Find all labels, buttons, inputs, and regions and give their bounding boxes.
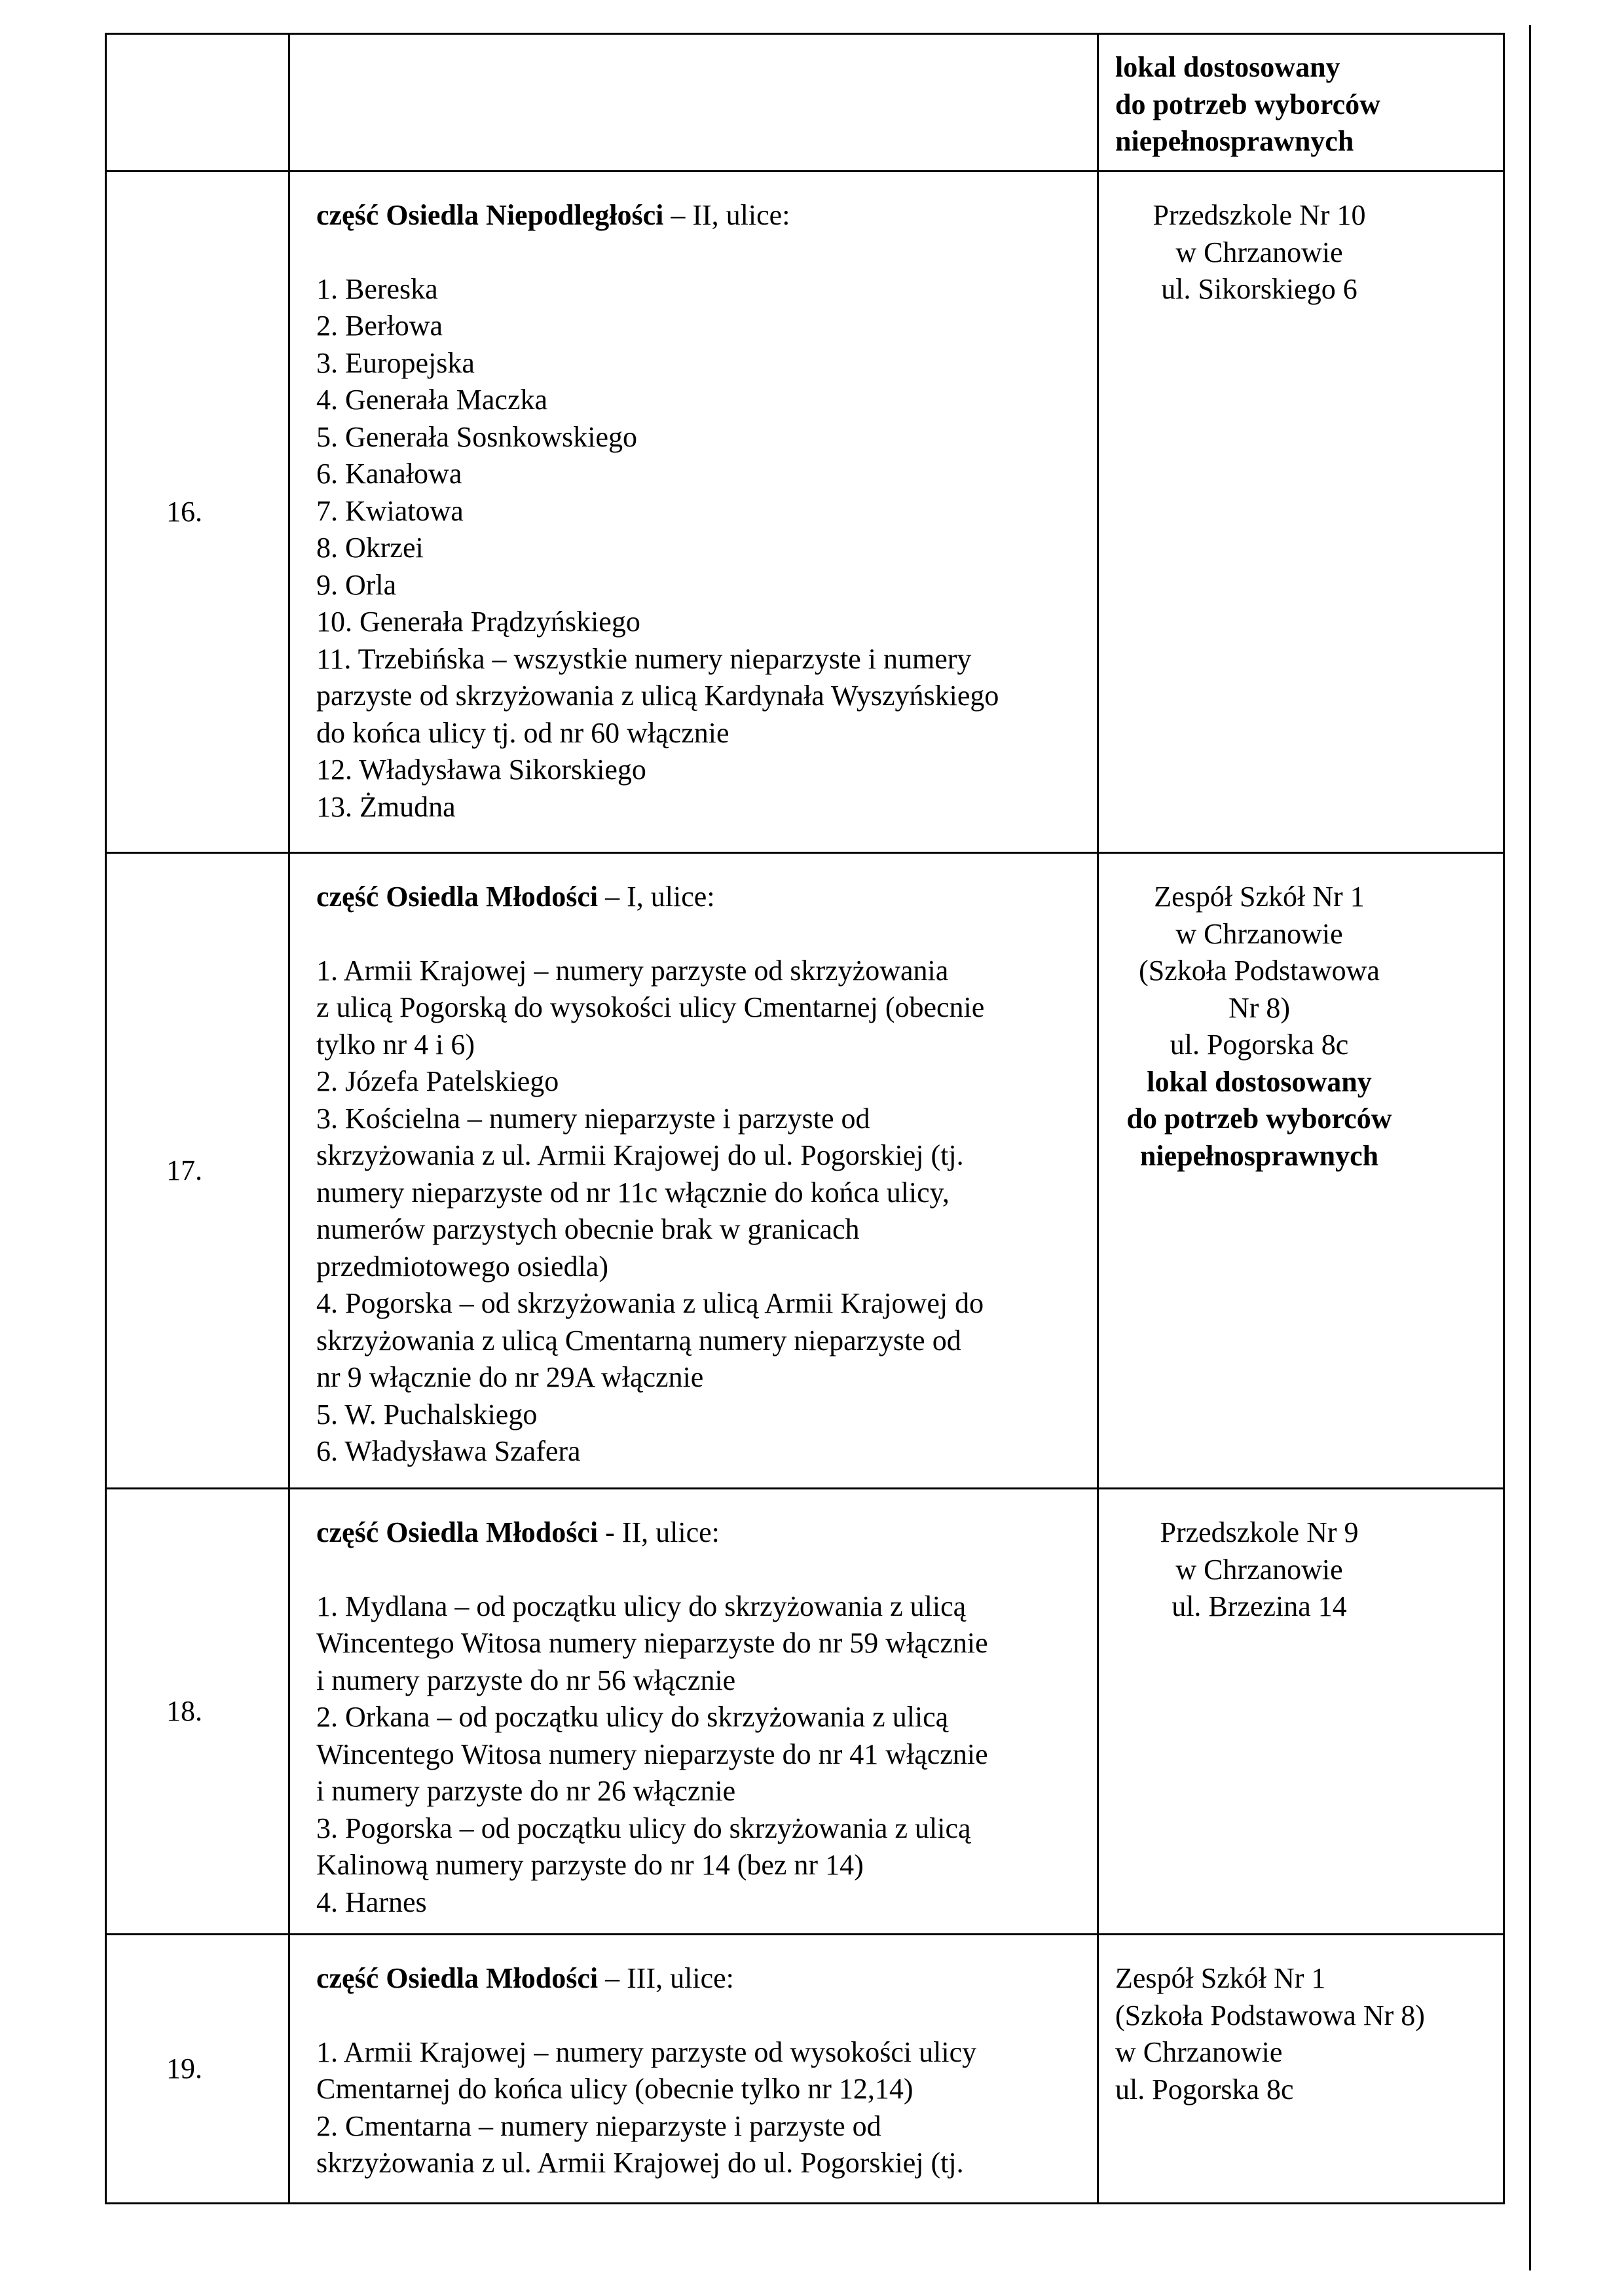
district-heading: część Osiedla Młodości – III, ulice: bbox=[316, 1962, 734, 1994]
location-cell bbox=[1098, 1489, 1504, 1935]
number-cell bbox=[106, 34, 289, 172]
street-item: 6. Kanałowa bbox=[316, 458, 462, 490]
street-item: Kalinową numery parzyste do nr 14 (bez nr 14) bbox=[316, 1849, 864, 1881]
number-cell bbox=[106, 853, 289, 1489]
street-item: nr 9 włącznie do nr 29A włącznie bbox=[316, 1361, 704, 1393]
district-heading: część Osiedla Niepodległości – II, ulice: bbox=[316, 199, 790, 231]
street-list bbox=[316, 1588, 1097, 1922]
street-item: 3. Kościelna – numery nieparzyste i parzyste od bbox=[316, 1102, 870, 1135]
street-item: 2. Józefa Patelskiego bbox=[316, 1065, 559, 1097]
street-item: 8. Okrzei bbox=[316, 532, 424, 564]
street-item: 3. Pogorska – od początku ulicy do skrzyżowania z ulicą bbox=[316, 1812, 971, 1844]
polling-place-line: ul. Brzezina 14 bbox=[1172, 1590, 1347, 1622]
polling-place-line: w Chrzanowie bbox=[1175, 1553, 1343, 1586]
polling-place-line: ul. Sikorskiego 6 bbox=[1161, 273, 1357, 305]
street-item: 5. Generała Sosnkowskiego bbox=[316, 420, 638, 453]
street-item: skrzyżowania z ul. Armii Krajowej do ul. Pogorskiej (tj. bbox=[316, 2147, 964, 2179]
polling-place-line: Zespół Szkół Nr 1 bbox=[1154, 881, 1365, 913]
polling-place-line: ul. Pogorska 8c bbox=[1115, 2073, 1294, 2105]
street-item: 4. Pogorska – od skrzyżowania z ulicą Armii Krajowej do bbox=[316, 1287, 984, 1319]
polling-place-line: (Szkoła Podstawowa bbox=[1139, 955, 1380, 987]
streets-cell bbox=[289, 1935, 1098, 2204]
page-edge-line bbox=[1529, 25, 1531, 2270]
polling-place bbox=[1115, 197, 1503, 308]
location-cell bbox=[1098, 1935, 1504, 2204]
district-number: 18. bbox=[166, 1694, 202, 1727]
street-item: 4. Harnes bbox=[316, 1886, 427, 1918]
street-item: do końca ulicy tj. od nr 60 włącznie bbox=[316, 716, 729, 749]
street-item: z ulicą Pogorską do wysokości ulicy Cmentarnej (obecnie bbox=[316, 991, 985, 1023]
streets-cell bbox=[289, 34, 1098, 172]
number-cell bbox=[106, 172, 289, 853]
street-item: tylko nr 4 i 6) bbox=[316, 1028, 475, 1061]
streets-cell bbox=[289, 1489, 1098, 1935]
polling-place bbox=[1115, 879, 1503, 1175]
location-cell bbox=[1098, 34, 1504, 172]
street-list bbox=[316, 953, 1097, 1470]
district-number: 19. bbox=[166, 2052, 202, 2085]
location-cell bbox=[1098, 172, 1504, 853]
table-row bbox=[106, 1935, 1504, 2204]
street-item: 7. Kwiatowa bbox=[316, 494, 464, 527]
accessible-line: do potrzeb wyborców bbox=[1115, 88, 1380, 120]
number-cell bbox=[106, 1935, 289, 2204]
number-cell bbox=[106, 1489, 289, 1935]
polling-place-line: Nr 8) bbox=[1228, 991, 1291, 1024]
electoral-districts-table bbox=[105, 33, 1505, 2204]
street-item: Wincentego Witosa numery nieparzyste do nr 59 włącznie bbox=[316, 1627, 988, 1659]
polling-place-line: (Szkoła Podstawowa Nr 8) bbox=[1115, 1999, 1425, 2032]
accessible-line: lokal dostosowany bbox=[1115, 51, 1340, 83]
street-item: skrzyżowania z ul. Armii Krajowej do ul. Pogorskiej (tj. bbox=[316, 1139, 964, 1171]
street-item: przedmiotowego osiedla) bbox=[316, 1250, 608, 1283]
street-item: 5. W. Puchalskiego bbox=[316, 1398, 538, 1430]
district-number: 17. bbox=[166, 1154, 202, 1186]
polling-place-line: w Chrzanowie bbox=[1115, 2036, 1283, 2068]
street-item: 2. Cmentarna – numery nieparzyste i parzyste od bbox=[316, 2109, 881, 2142]
streets-cell bbox=[289, 172, 1098, 853]
street-list bbox=[316, 2034, 1097, 2182]
street-item: Cmentarnej do końca ulicy (obecnie tylko nr 12,14) bbox=[316, 2073, 913, 2105]
street-item: skrzyżowania z ulicą Cmentarną numery nieparzyste od bbox=[316, 1324, 961, 1357]
street-item: 13. Żmudna bbox=[316, 790, 456, 823]
street-item: 1. Armii Krajowej – numery parzyste od wysokości ulicy bbox=[316, 2035, 977, 2068]
street-item: 4. Generała Maczka bbox=[316, 384, 548, 416]
street-item: 6. Władysława Szafera bbox=[316, 1435, 581, 1467]
polling-place-line: ul. Pogorska 8c bbox=[1170, 1029, 1349, 1061]
street-item: 9. Orla bbox=[316, 568, 397, 601]
table-row-continuation bbox=[106, 34, 1504, 172]
polling-place-line: Przedszkole Nr 10 bbox=[1153, 199, 1366, 231]
polling-place-line: w Chrzanowie bbox=[1175, 917, 1343, 950]
polling-place bbox=[1115, 1514, 1503, 1626]
table-row bbox=[106, 1489, 1504, 1935]
street-item: numery nieparzyste od nr 11c włącznie do końca ulicy, bbox=[316, 1176, 950, 1209]
street-item: 11. Trzebińska – wszystkie numery nieparzyste i numery bbox=[316, 642, 972, 675]
street-item: 10. Generała Prądzyńskiego bbox=[316, 606, 640, 638]
district-number: 16. bbox=[166, 495, 202, 528]
location-cell bbox=[1098, 853, 1504, 1489]
street-item: i numery parzyste do nr 26 włącznie bbox=[316, 1775, 736, 1807]
street-item: 1. Mydlana – od początku ulicy do skrzyżowania z ulicą bbox=[316, 1590, 967, 1622]
district-heading: część Osiedla Młodości – I, ulice: bbox=[316, 881, 715, 913]
polling-place-line: Zespół Szkół Nr 1 bbox=[1115, 1962, 1326, 1994]
street-item: parzyste od skrzyżowania z ulicą Kardynała Wyszyńskiego bbox=[316, 680, 999, 712]
accessible-line: niepełnosprawnych bbox=[1115, 125, 1354, 157]
street-list bbox=[316, 271, 1097, 826]
accessible-line: niepełnosprawnych bbox=[1139, 1139, 1379, 1172]
street-item: 2. Orkana – od początku ulicy do skrzyżowania z ulicą bbox=[316, 1701, 949, 1733]
street-item: 1. Armii Krajowej – numery parzyste od skrzyżowania bbox=[316, 954, 949, 987]
streets-cell bbox=[289, 853, 1098, 1489]
street-item: 2. Berłowa bbox=[316, 310, 443, 342]
table-row bbox=[106, 853, 1504, 1489]
street-item: 12. Władysława Sikorskiego bbox=[316, 754, 646, 786]
polling-place-line: w Chrzanowie bbox=[1175, 236, 1343, 268]
polling-place bbox=[1115, 1960, 1503, 2108]
polling-place-line: Przedszkole Nr 9 bbox=[1160, 1516, 1359, 1548]
street-item: 1. Bereska bbox=[316, 272, 438, 305]
street-item: 3. Europejska bbox=[316, 346, 475, 379]
table-row bbox=[106, 172, 1504, 853]
street-item: Wincentego Witosa numery nieparzyste do nr 41 włącznie bbox=[316, 1738, 988, 1770]
street-item: numerów parzystych obecnie brak w granicach bbox=[316, 1213, 860, 1245]
district-heading: część Osiedla Młodości - II, ulice: bbox=[316, 1516, 720, 1548]
street-item: i numery parzyste do nr 56 włącznie bbox=[316, 1664, 736, 1696]
accessible-line: do potrzeb wyborców bbox=[1126, 1102, 1392, 1135]
accessible-line: lokal dostosowany bbox=[1147, 1065, 1372, 1098]
